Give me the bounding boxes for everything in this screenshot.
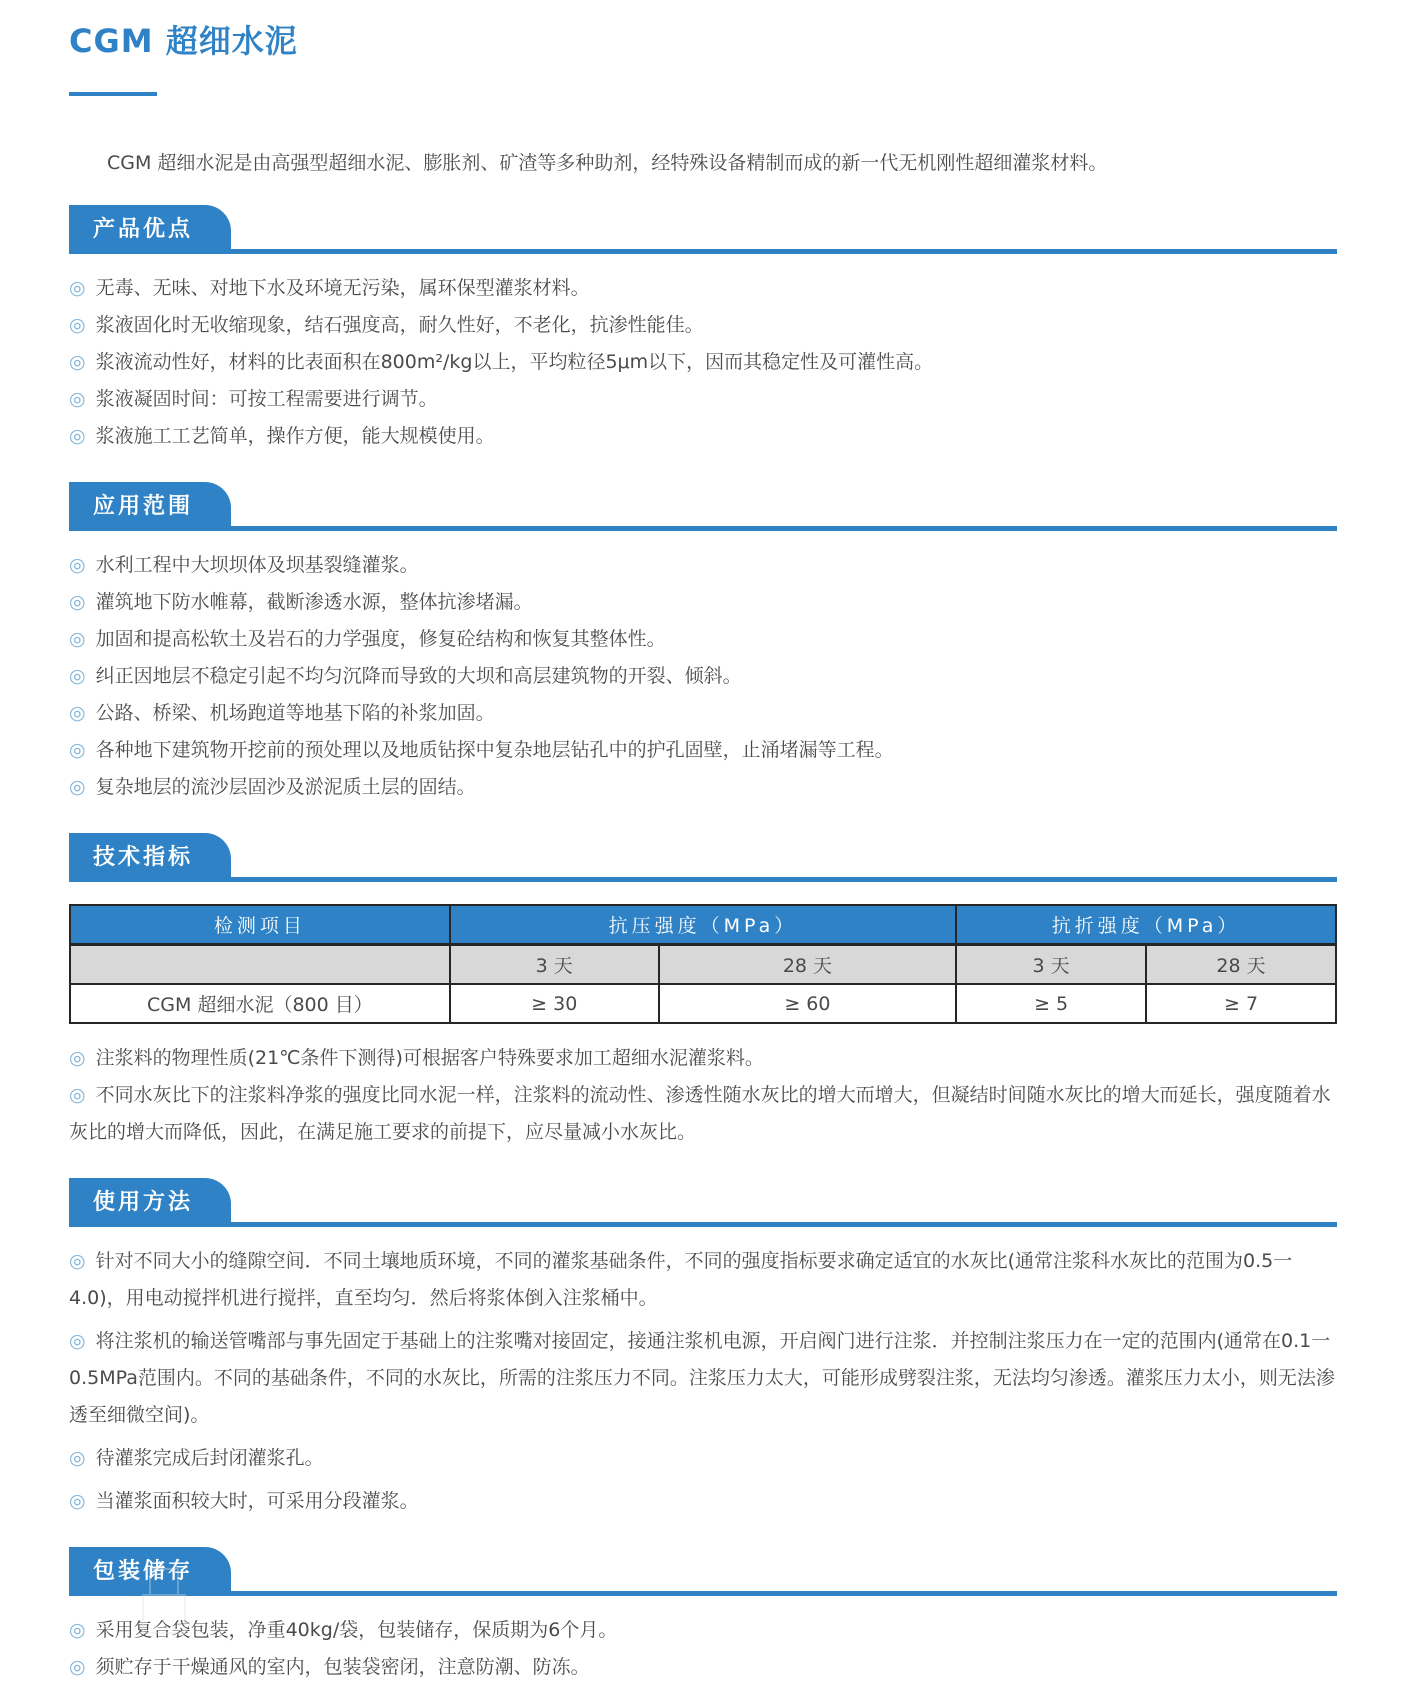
list-item xyxy=(69,418,1337,455)
list-item-text: 纠正因地层不稳定引起不均匀沉降而导致的大坝和高层建筑物的开裂、倾斜。 xyxy=(95,665,742,687)
bullet-icon: ◎ xyxy=(69,776,86,798)
bullet-icon: ◎ xyxy=(69,1656,86,1678)
product-datasheet-page xyxy=(0,16,1406,1678)
list-item xyxy=(69,270,1337,307)
list-item-text: 不同水灰比下的注浆料净浆的强度比同水泥一样，注浆料的流动性、渗透性随水灰比的增大而增大，但凝结时间随水灰比的增大而延长，强度随着水灰比的增大而降低，因此，在满足施工要求的前提下，应尽量减小水灰比。 xyxy=(69,1084,1331,1143)
list-item-text: 须贮存于干燥通风的室内，包装袋密闭，注意防潮、防冻。 xyxy=(95,1656,590,1678)
list-item xyxy=(69,1040,1337,1077)
usage-list xyxy=(69,1227,1337,1520)
list-item-text: 加固和提高松软土及岩石的力学强度，修复砼结构和恢复其整体性。 xyxy=(95,628,666,650)
list-item-text: 浆液凝固时间：可按工程需要进行调节。 xyxy=(95,388,438,410)
page-title: CGM 超细水泥 xyxy=(69,22,298,60)
list-item xyxy=(69,307,1337,344)
list-item xyxy=(69,695,1337,732)
bullet-icon: ◎ xyxy=(69,1447,86,1469)
list-item-text: 针对不同大小的缝隙空间．不同土壤地质环境，不同的灌浆基础条件，不同的强度指标要求确定适宜的水灰比(通常注浆科水灰比的范围为0.5一4.0)，用电动搅拌机进行搅拌，直至均匀．然后将浆体倒入注浆桶中。 xyxy=(69,1250,1293,1309)
list-item xyxy=(69,1323,1337,1434)
list-item xyxy=(69,584,1337,621)
table-subheader-28d: 28 天 xyxy=(659,945,957,985)
bullet-icon: ◎ xyxy=(69,554,86,576)
list-item xyxy=(69,344,1337,381)
table-subheader-row xyxy=(70,945,1336,985)
bullet-icon: ◎ xyxy=(69,702,86,724)
section-heading-specs: 技术指标 xyxy=(69,833,231,877)
bullet-icon: ◎ xyxy=(69,739,86,761)
list-item xyxy=(69,658,1337,695)
bullet-icon: ◎ xyxy=(69,351,86,373)
list-item xyxy=(69,621,1337,658)
bullet-icon: ◎ xyxy=(69,1490,86,1512)
list-item xyxy=(69,1612,1337,1649)
list-item-text: 注浆料的物理性质(21℃条件下测得)可根据客户特殊要求加工超细水泥灌浆料。 xyxy=(95,1047,764,1069)
bullet-icon: ◎ xyxy=(69,1047,86,1069)
watermark-logo xyxy=(140,1568,188,1638)
bullet-icon: ◎ xyxy=(69,665,86,687)
list-item xyxy=(69,732,1337,769)
table-subheader-28d: 28 天 xyxy=(1146,945,1336,985)
specs-notes-list xyxy=(69,1024,1337,1151)
table-header-row xyxy=(70,905,1336,945)
storage-list xyxy=(69,1596,1337,1686)
advantages-list xyxy=(69,254,1337,455)
table-subheader-3d: 3 天 xyxy=(956,945,1146,985)
list-item-text: 浆液固化时无收缩现象，结石强度高，耐久性好，不老化，抗渗性能佳。 xyxy=(95,314,704,336)
list-item-text: 采用复合袋包装，净重40kg/袋，包装储存，保质期为6个月。 xyxy=(95,1619,618,1641)
table-row xyxy=(70,984,1336,1023)
table-cell-value: ≥ 7 xyxy=(1146,984,1336,1023)
title-underline-rule xyxy=(69,92,157,96)
section-heading-usage: 使用方法 xyxy=(69,1178,231,1222)
section-heading-ribbon xyxy=(69,833,1337,882)
list-item xyxy=(69,547,1337,584)
watermark-logo-top xyxy=(149,1568,179,1594)
list-item xyxy=(69,1243,1337,1317)
list-item-text: 无毒、无味、对地下水及环境无污染，属环保型灌浆材料。 xyxy=(95,277,590,299)
bullet-icon: ◎ xyxy=(69,591,86,613)
table-subheader-blank xyxy=(70,945,450,985)
section-heading-ribbon xyxy=(69,1178,1337,1227)
list-item xyxy=(69,1483,1337,1520)
list-item-text: 浆液施工工艺简单，操作方便，能大规模使用。 xyxy=(95,425,495,447)
intro-paragraph: CGM 超细水泥是由高强型超细水泥、膨胀剂、矿渣等多种助剂，经特殊设备精制而成的新一代无机刚性超细灌浆材料。 xyxy=(107,152,1108,174)
list-item xyxy=(69,381,1337,418)
bullet-icon: ◎ xyxy=(69,1084,86,1106)
section-storage xyxy=(69,1547,1337,1686)
table-cell-value: ≥ 5 xyxy=(956,984,1146,1023)
list-item-text: 灌筑地下防水帷幕，截断渗透水源，整体抗渗堵漏。 xyxy=(95,591,533,613)
table-header-item: 检测项目 xyxy=(70,905,450,945)
section-heading-advantages: 产品优点 xyxy=(69,205,231,249)
section-applications xyxy=(69,482,1337,806)
table-cell-item: CGM 超细水泥（800 目） xyxy=(70,984,450,1023)
list-item-text: 浆液流动性好，材料的比表面积在800m²/kg以上，平均粒径5μm以下，因而其稳定性及可灌性高。 xyxy=(95,351,934,373)
table-cell-value: ≥ 30 xyxy=(450,984,659,1023)
section-specs xyxy=(69,833,1337,1151)
list-item xyxy=(69,1649,1337,1686)
bullet-icon: ◎ xyxy=(69,1330,86,1352)
section-heading-ribbon xyxy=(69,205,1337,254)
bullet-icon: ◎ xyxy=(69,425,86,447)
specs-table xyxy=(69,904,1337,1024)
list-item-text: 当灌浆面积较大时，可采用分段灌浆。 xyxy=(95,1490,419,1512)
section-heading-storage: 包装储存 xyxy=(69,1547,231,1591)
bullet-icon: ◎ xyxy=(69,1619,86,1641)
list-item xyxy=(69,1440,1337,1477)
list-item-text: 待灌浆完成后封闭灌浆孔。 xyxy=(95,1447,324,1469)
list-item-text: 将注浆机的输送管嘴部与事先固定于基础上的注浆嘴对接固定，接通注浆机电源，开启阀门进行注浆．并控制注浆压力在一定的范围内(通常在0.1一0.5MPa范围内。不同的基础条件，不同的水灰比，所需的注浆压力不同。注浆压力太大，可能形成劈裂注浆，无法均匀渗透。灌浆压力太小，则无法渗透至细微空间)。 xyxy=(69,1330,1335,1426)
table-subheader-3d: 3 天 xyxy=(450,945,659,985)
applications-list xyxy=(69,531,1337,806)
bullet-icon: ◎ xyxy=(69,1250,86,1272)
section-heading-ribbon xyxy=(69,482,1337,531)
bullet-icon: ◎ xyxy=(69,314,86,336)
section-heading-ribbon xyxy=(69,1547,1337,1596)
table-header-compressive: 抗压强度（MPa） xyxy=(450,905,956,945)
list-item-text: 各种地下建筑物开挖前的预处理以及地质钻探中复杂地层钻孔中的护孔固壁，止涌堵漏等工程。 xyxy=(95,739,894,761)
bullet-icon: ◎ xyxy=(69,277,86,299)
section-advantages xyxy=(69,205,1337,455)
section-heading-applications: 应用范围 xyxy=(69,482,231,526)
list-item xyxy=(69,1077,1337,1151)
list-item-text: 水利工程中大坝坝体及坝基裂缝灌浆。 xyxy=(95,554,419,576)
list-item xyxy=(69,769,1337,806)
section-usage xyxy=(69,1178,1337,1520)
list-item-text: 公路、桥梁、机场跑道等地基下陷的补浆加固。 xyxy=(95,702,495,724)
bullet-icon: ◎ xyxy=(69,628,86,650)
table-cell-value: ≥ 60 xyxy=(659,984,957,1023)
table-header-flexural: 抗折强度（MPa） xyxy=(956,905,1336,945)
list-item-text: 复杂地层的流沙层固沙及淤泥质土层的固结。 xyxy=(95,776,476,798)
bullet-icon: ◎ xyxy=(69,388,86,410)
watermark-logo-body xyxy=(142,1594,186,1634)
